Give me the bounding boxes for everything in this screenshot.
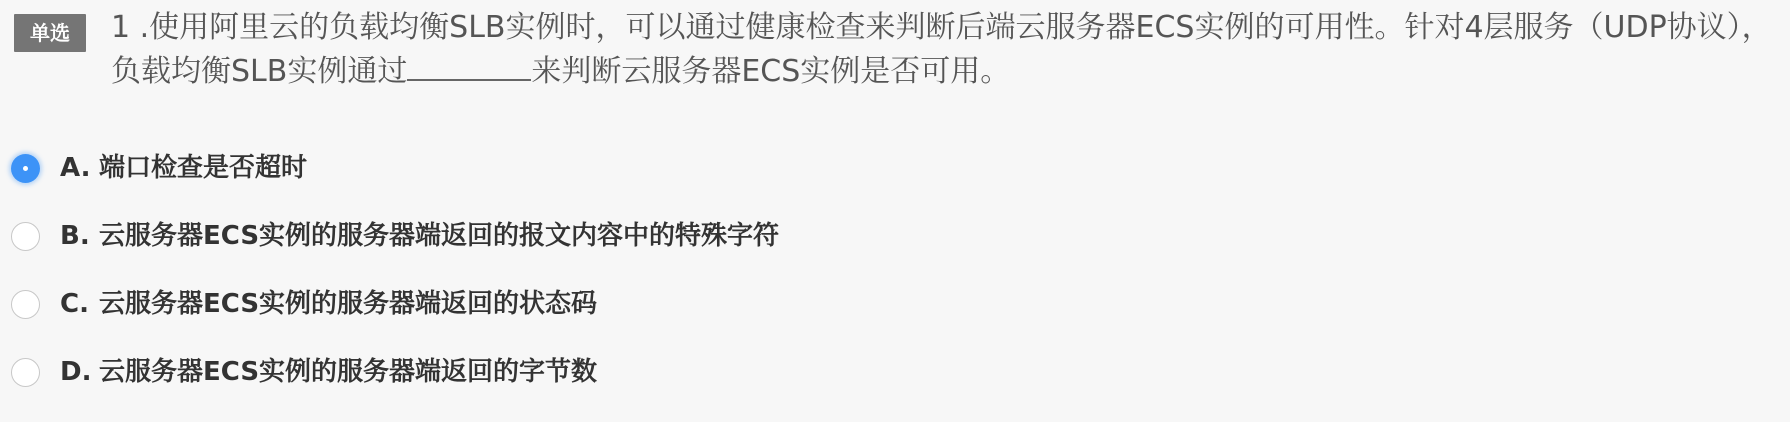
options-list (0, 130, 1790, 402)
question-block (14, 10, 1779, 110)
option-d[interactable] (0, 334, 1790, 402)
radio-button-a[interactable] (11, 154, 40, 183)
question-stem-part2: 来判断云服务器ECS实例是否可用。 (531, 54, 1011, 89)
fill-blank (407, 49, 531, 81)
option-b-text[interactable]: 云服务器ECS实例的服务器端返回的报文内容中的特殊字符 (99, 221, 780, 251)
option-b-letter: B. (60, 221, 90, 251)
question-stem (111, 7, 1779, 93)
option-c[interactable] (0, 266, 1790, 334)
question-stem-part1: 1 .使用阿里云的负载均衡SLB实例时，可以通过健康检查来判断后端云服务器ECS实例的可用性。针对4层服务（UDP协议），负载均衡SLB实例通过 (111, 10, 1772, 89)
option-a[interactable] (0, 130, 1790, 198)
radio-button-c[interactable] (11, 290, 40, 319)
question-type-badge: 单选 (14, 14, 86, 52)
radio-button-d[interactable] (11, 358, 40, 387)
option-d-letter: D. (60, 357, 92, 387)
option-c-letter: C. (60, 289, 89, 319)
option-b[interactable] (0, 198, 1790, 266)
option-c-text[interactable]: 云服务器ECS实例的服务器端返回的状态码 (99, 289, 598, 319)
radio-dot-icon (23, 166, 28, 171)
option-a-text[interactable]: 端口检查是否超时 (99, 153, 308, 183)
option-d-text[interactable]: 云服务器ECS实例的服务器端返回的字节数 (99, 357, 598, 387)
option-a-letter: A. (60, 153, 91, 183)
radio-button-b[interactable] (11, 222, 40, 251)
